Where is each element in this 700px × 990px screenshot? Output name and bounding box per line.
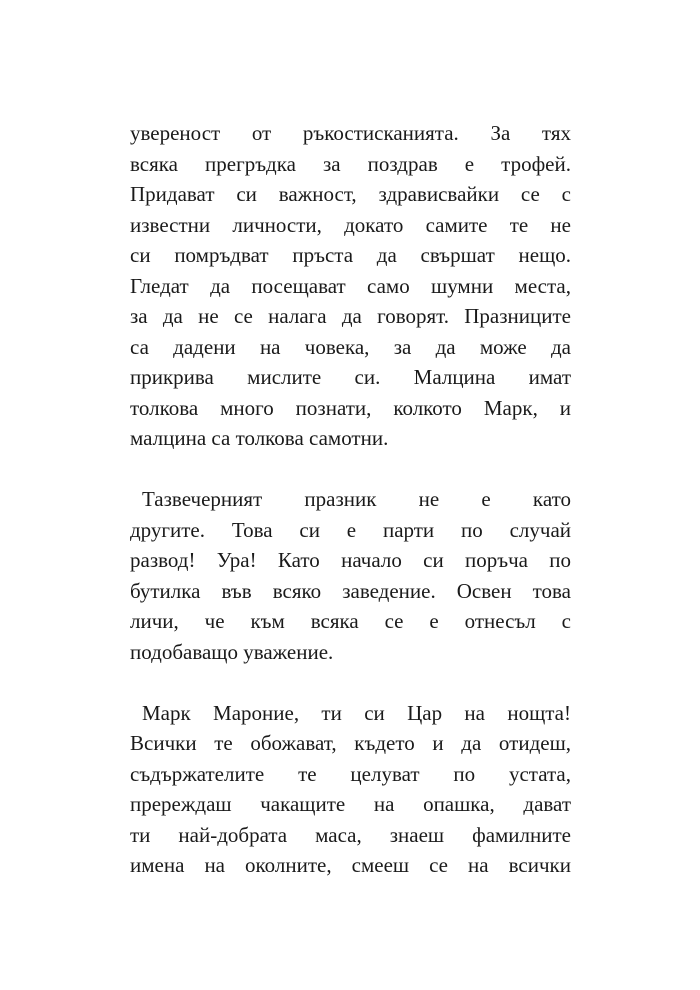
text-line: известни личности, докато самите те не bbox=[130, 212, 571, 237]
text-line: развод! Ура! Като начало си поръча по bbox=[130, 548, 571, 572]
text-line: ти най-добрата маса, знаеш фамилните bbox=[130, 822, 571, 847]
paragraph-1 bbox=[130, 118, 571, 454]
text-line: другите. Това си е парти по случай bbox=[130, 517, 571, 542]
text-line: увереност от ръкостисканията. За тях bbox=[130, 121, 571, 145]
text-line: съдържателите те целуват по устата, bbox=[130, 761, 571, 786]
paragraph-3 bbox=[130, 698, 571, 881]
text-line: Гледат да посещават само шумни места, bbox=[130, 273, 571, 298]
text-line: пререждаш чакащите на опашка, дават bbox=[130, 792, 571, 816]
text-line: Марк Мароние, ти си Цар на нощта! bbox=[142, 700, 571, 725]
text-line: малцина са толкова самотни. bbox=[130, 426, 389, 450]
text-line: са дадени на човека, за да може да bbox=[130, 334, 571, 359]
text-line: имена на околните, смееш се на всички bbox=[130, 853, 571, 877]
text-line: за да не се налага да говорят. Празниците bbox=[130, 304, 571, 328]
text-line: Тазвечерният празник не е като bbox=[142, 487, 571, 511]
text-line: Придават си важност, здрависвайки се с bbox=[130, 182, 571, 206]
text-line: толкова много познати, колкото Марк, и bbox=[130, 395, 571, 420]
text-line: всяка прегръдка за поздрав е трофей. bbox=[130, 151, 571, 176]
paragraph-gap bbox=[130, 667, 571, 698]
page-body bbox=[130, 118, 571, 881]
text-line: прикрива мислите си. Малцина имат bbox=[130, 365, 571, 389]
text-line: личи, че към всяка се е отнесъл с bbox=[130, 609, 571, 633]
text-line: подобаващо уважение. bbox=[130, 639, 334, 664]
paragraph-gap bbox=[130, 454, 571, 485]
text-line: Всички те обожават, където и да отидеш, bbox=[130, 731, 571, 755]
text-line: си помръдват пръста да свършат нещо. bbox=[130, 243, 571, 267]
text-line: бутилка във всяко заведение. Освен това bbox=[130, 578, 571, 603]
paragraph-2 bbox=[130, 484, 571, 667]
